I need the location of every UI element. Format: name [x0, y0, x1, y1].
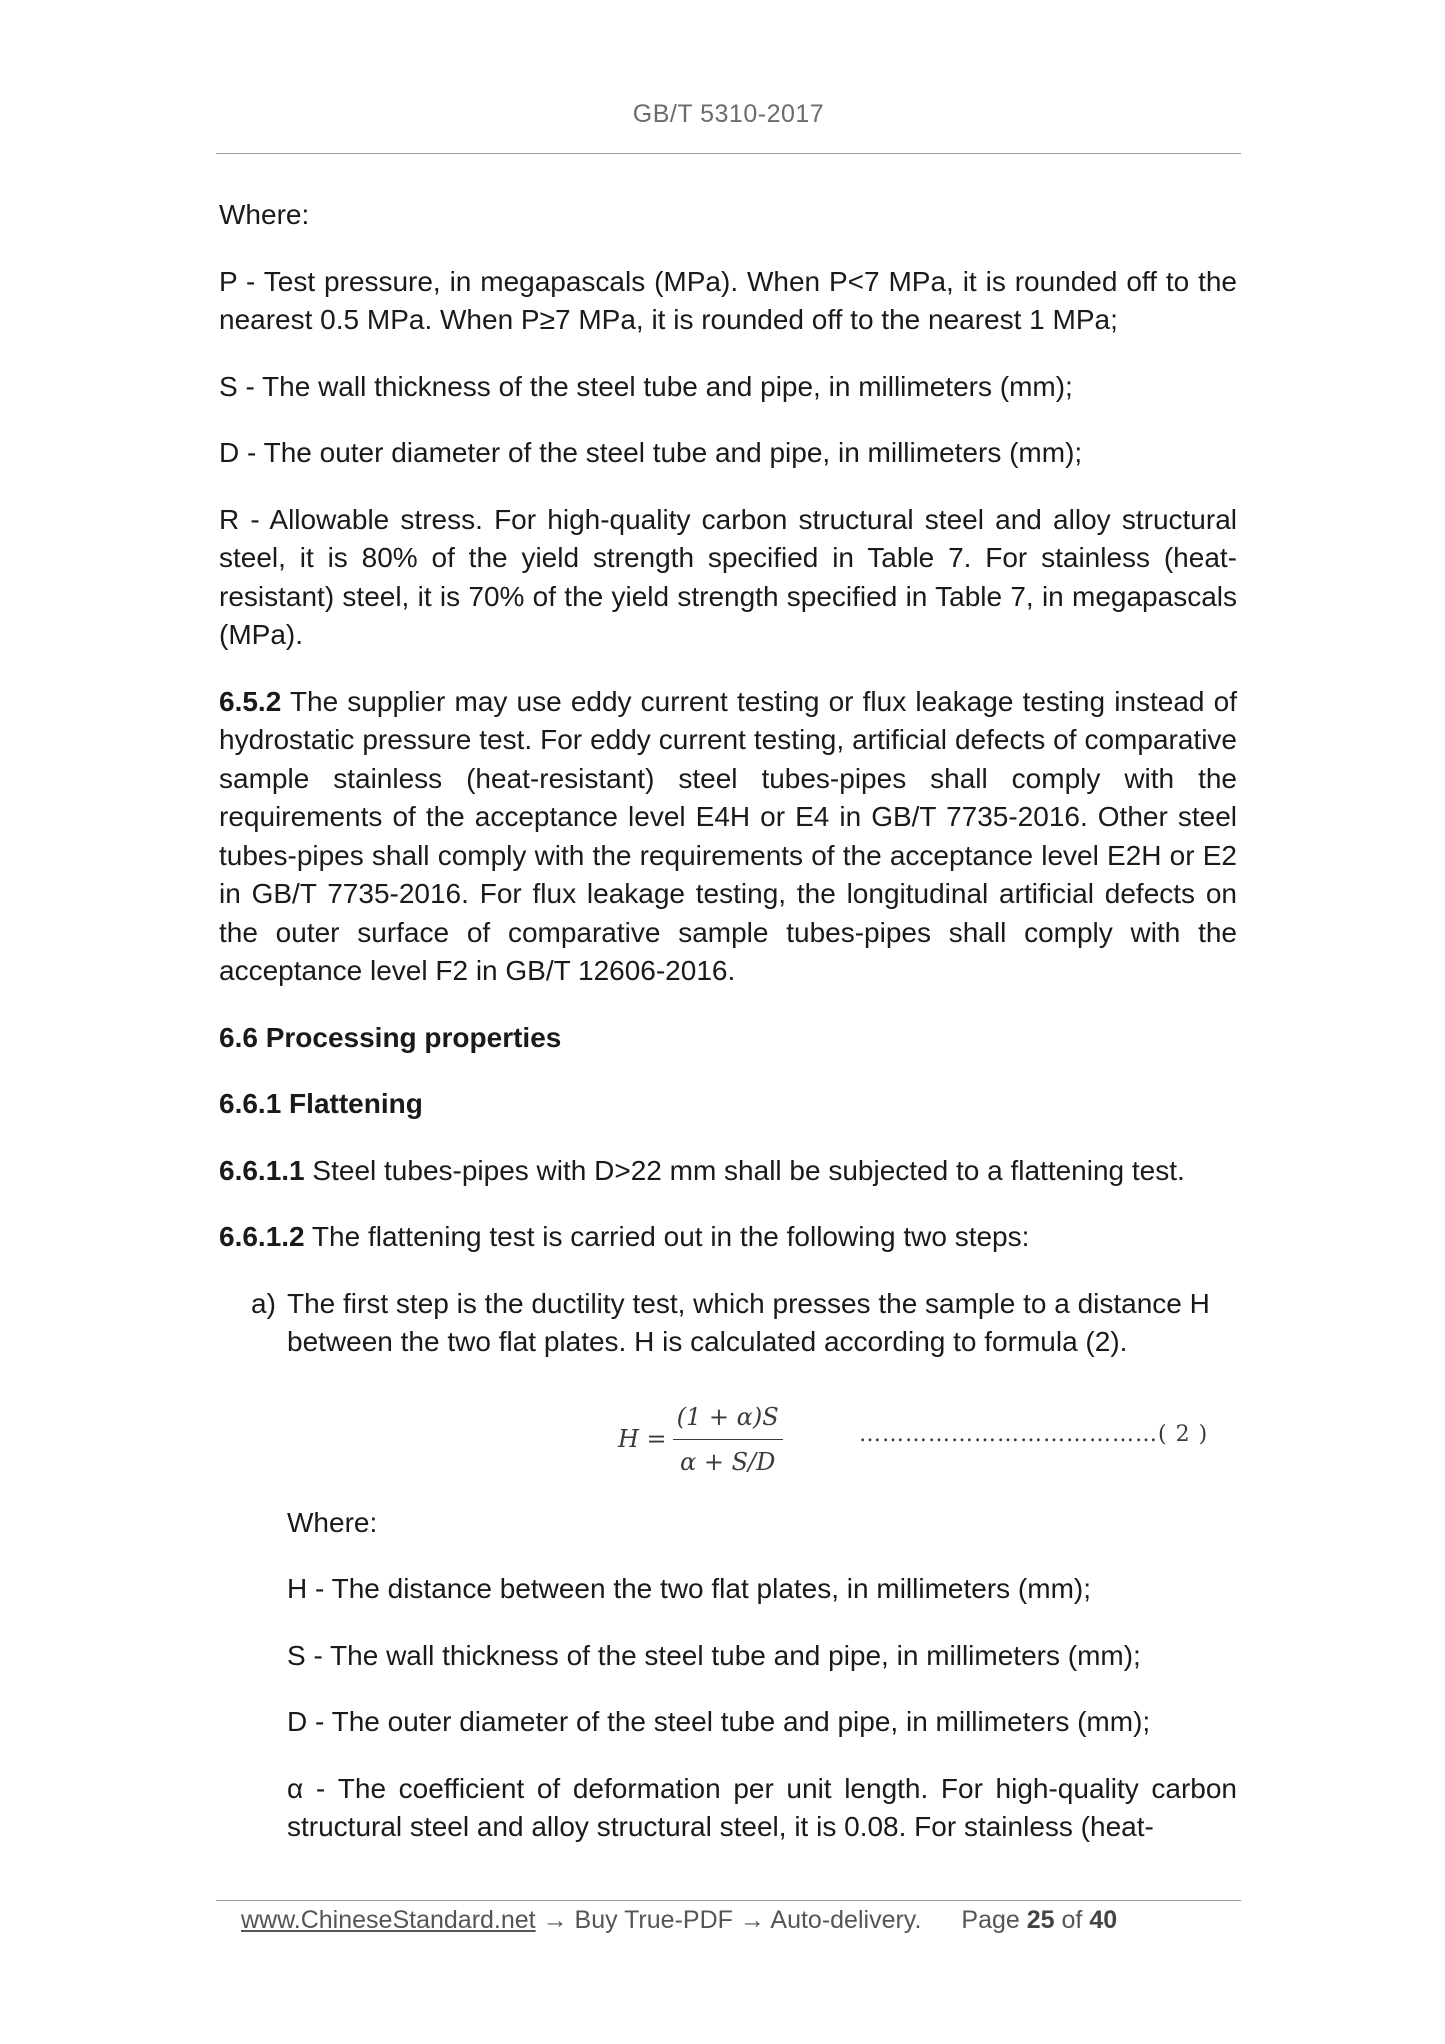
page-current: 25 — [1026, 1906, 1055, 1934]
of-label: of — [1061, 1906, 1083, 1934]
website-link[interactable]: www.ChineseStandard.net — [241, 1906, 536, 1934]
formula-2 — [219, 1390, 1237, 1482]
clause-text: Steel tubes-pipes with D>22 mm shall be subjected to a flattening test. — [304, 1154, 1185, 1186]
clause-number: 6.5.2 — [219, 685, 282, 717]
definition-r: R - Allowable stress. For high-quality carbon structural steel and alloy structural steel, it is 80% of the yield strength specified in Table 7. For stainless (heat-resistant) steel, it is 70% of the yield strength specified in Table 7, in megapascals (MPa). — [219, 503, 1237, 650]
definition-p: P - Test pressure, in megapascals (MPa). When P<7 MPa, it is rounded off to the nearest 0.5 MPa. When P≥7 MPa, it is rounded off to the nearest 1 MPa; — [219, 265, 1237, 335]
definition-d: D - The outer diameter of the steel tube and pipe, in millimeters (mm); — [219, 437, 1083, 468]
definition-s: S - The wall thickness of the steel tube and pipe, in millimeters (mm); — [219, 370, 1073, 402]
where-label: Where: — [219, 199, 310, 230]
footer-divider — [216, 1900, 1241, 1901]
clause-6-6-1-2 — [219, 1218, 1237, 1257]
clause-number: 6.6.1.2 — [219, 1221, 305, 1252]
header-divider — [216, 153, 1241, 154]
list-item-a — [219, 1285, 1237, 1362]
formula-denominator: α + S/D — [680, 1448, 776, 1476]
page-body — [219, 196, 1237, 1875]
footer-tagline: → Buy True-PDF → Auto-delivery. — [535, 1906, 922, 1934]
formula-expression — [618, 1398, 783, 1482]
clause-text: The flattening test is carried out in the following two steps: — [304, 1221, 1030, 1252]
clause-6-6-1-1 — [219, 1152, 1237, 1191]
formula-lhs: H = — [618, 1425, 667, 1454]
page-label: Page — [961, 1906, 1020, 1934]
section-heading-6-6: 6.6 Processing properties — [219, 1021, 562, 1053]
definition-alpha: α - The coefficient of deformation per unit length. For high-quality carbon structural steel and alloy structural steel, it is 0.08. For stainless (heat- — [287, 1772, 1237, 1842]
clause-text: The supplier may use eddy current testing or flux leakage testing instead of hydrostatic pressure test. For eddy current testing, artificial defects of comparative sample stainless (heat-resistant) steel tubes-pipes shall comply with the requirements of the acceptance level E4H or E4 in GB/T 7735-2016. Other steel tubes-pipes shall comply with the requirements of the acceptance level E2H or E2 in GB/T 7735-2016. For flux leakage testing, the longitudinal artificial defects on the outer surface of comparative sample tubes-pipes shall comply with the acceptance level F2 in GB/T 12606-2016. — [219, 685, 1237, 986]
clause-number: 6.6.1.1 — [219, 1154, 305, 1186]
formula-numerator: (1 + α)S — [673, 1398, 783, 1441]
page-footer — [241, 1902, 1241, 1938]
formula-fraction — [673, 1398, 783, 1482]
page-total: 40 — [1089, 1906, 1118, 1934]
list-item-text: The first step is the ductility test, which presses the sample to a distance H between the two flat plates. H is calculated according to formula (2). — [287, 1287, 1210, 1357]
definition-d: D - The outer diameter of the steel tube and pipe, in millimeters (mm); — [287, 1706, 1151, 1737]
definition-s: S - The wall thickness of the steel tube and pipe, in millimeters (mm); — [287, 1639, 1141, 1671]
formula-number: …………………………………( 2 ) — [859, 1421, 1209, 1447]
section-heading-6-6-1: 6.6.1 Flattening — [219, 1088, 423, 1119]
clause-6-5-2 — [219, 683, 1237, 991]
where-label: Where: — [287, 1506, 378, 1538]
page-header-title: GB/T 5310-2017 — [632, 100, 825, 128]
list-marker: a) — [251, 1287, 276, 1319]
definition-h: H - The distance between the two flat plates, in millimeters (mm); — [287, 1573, 1092, 1604]
